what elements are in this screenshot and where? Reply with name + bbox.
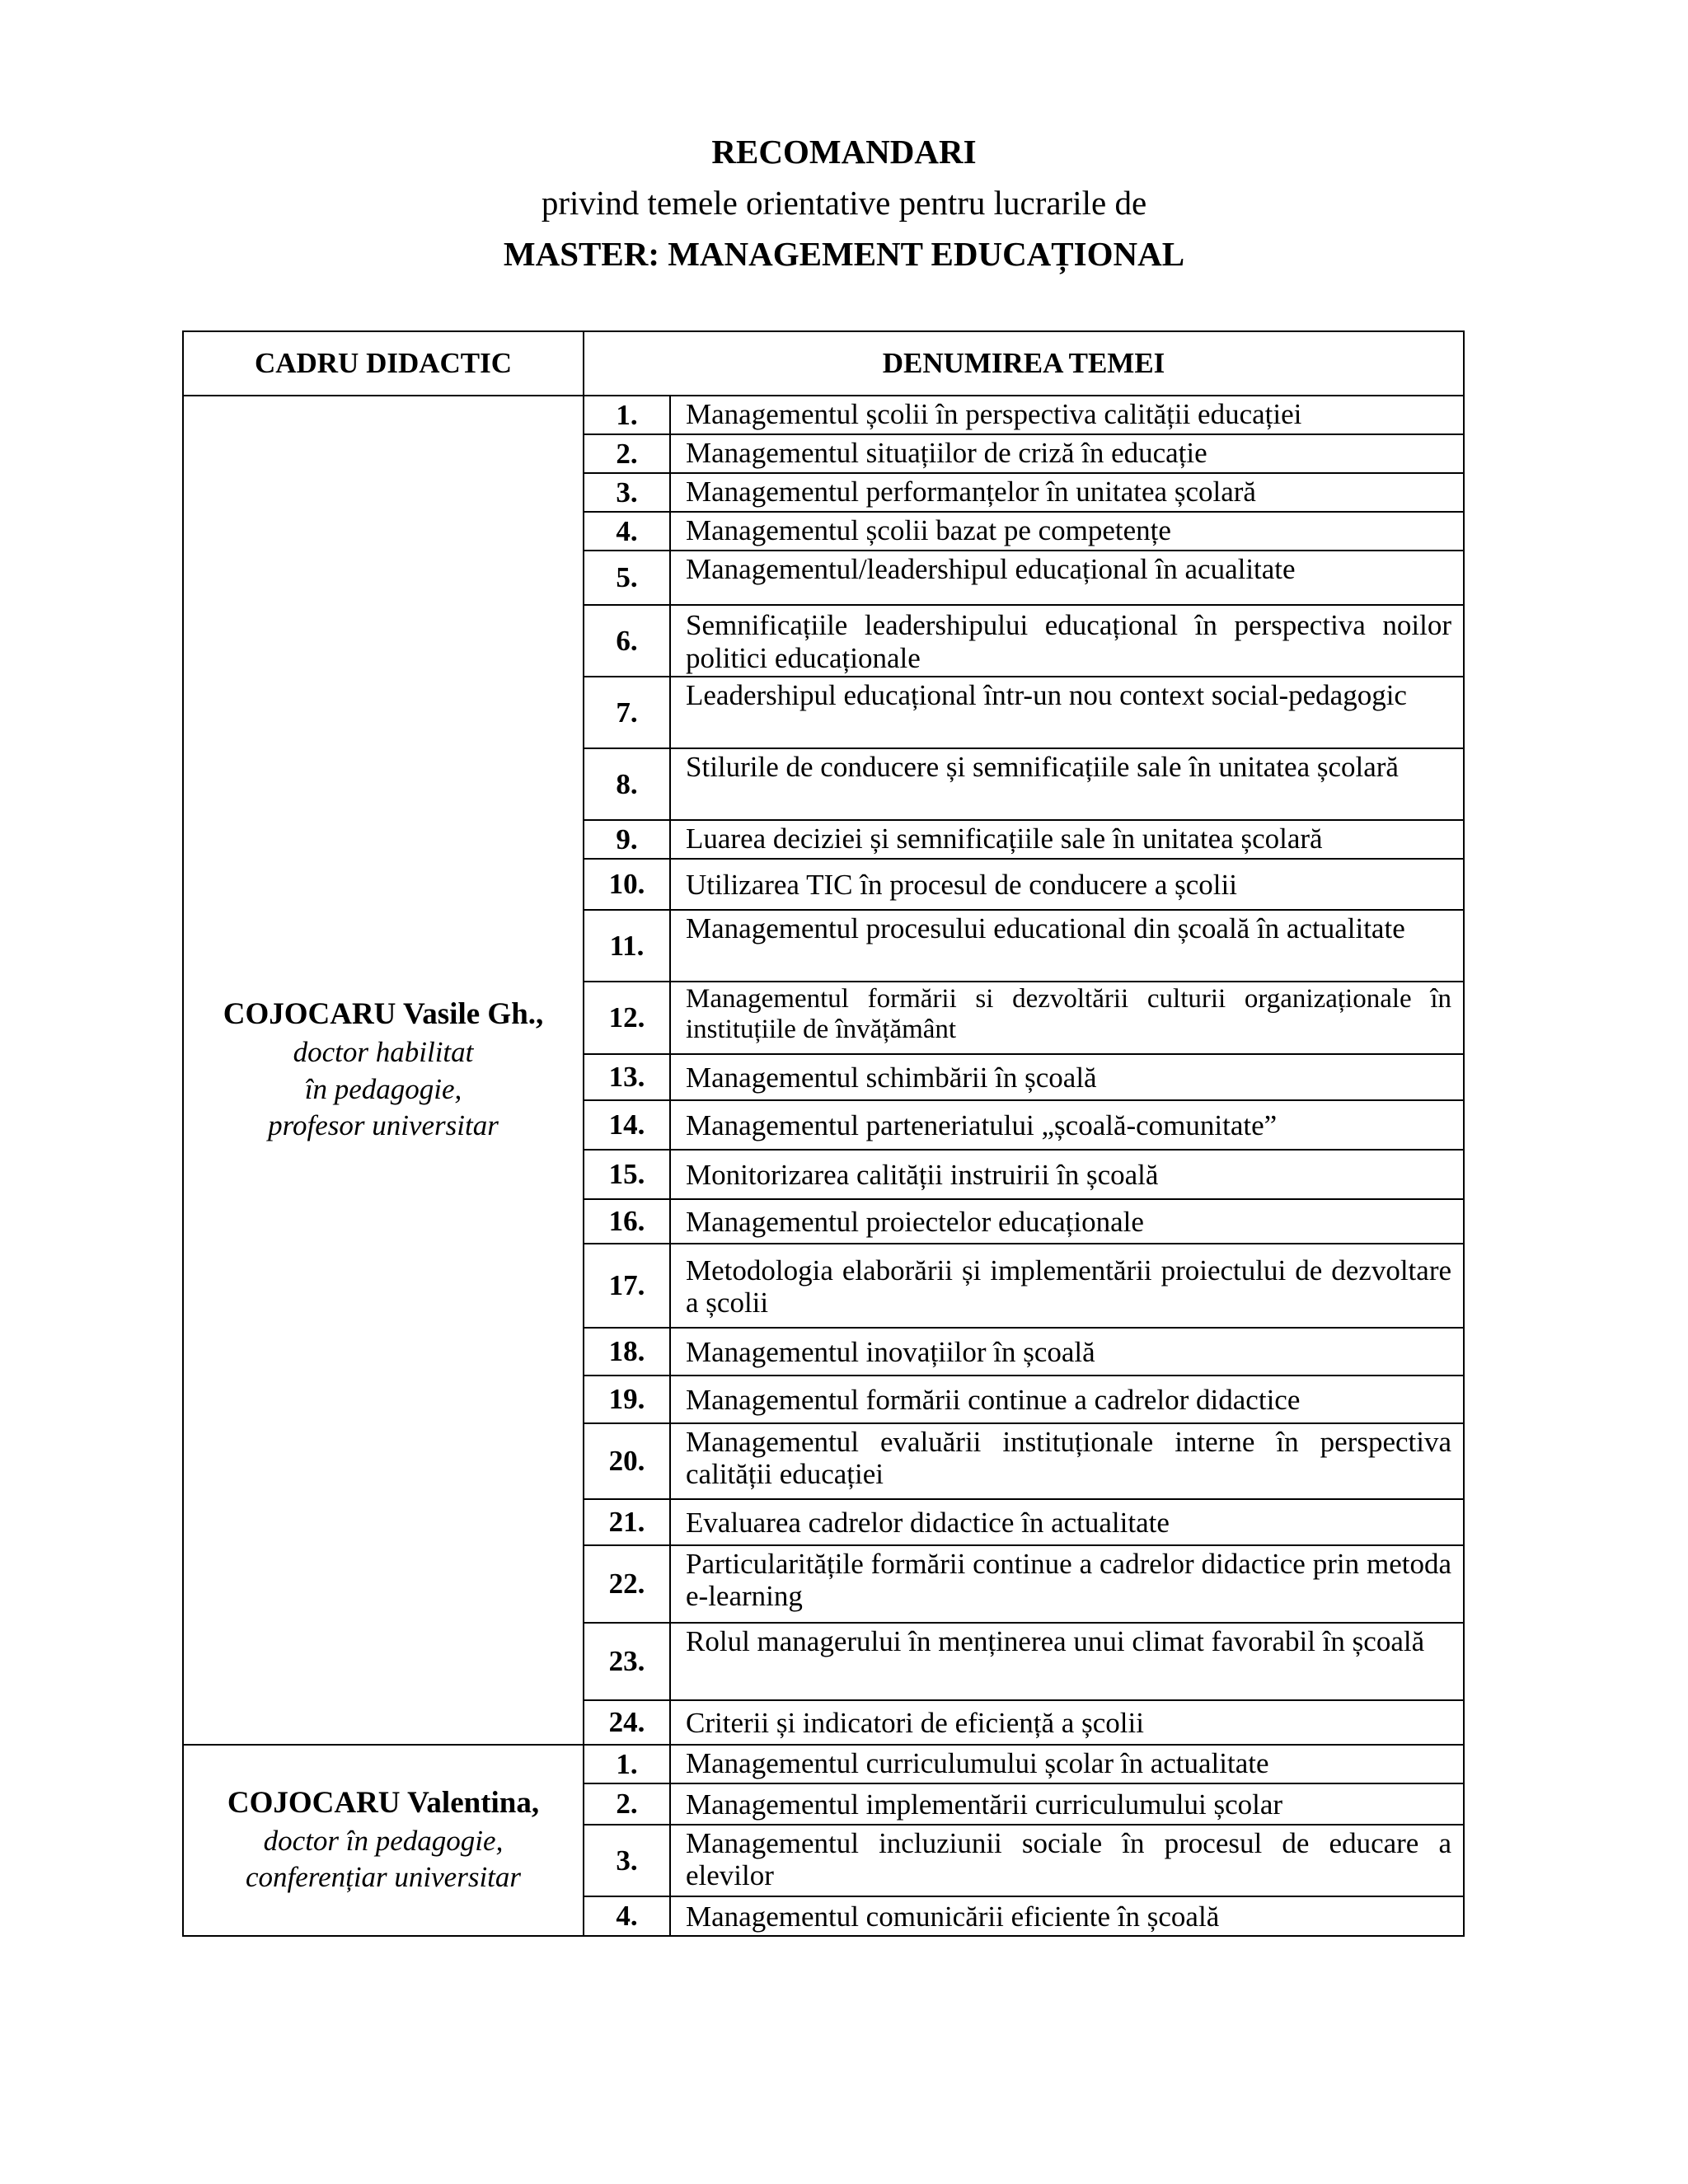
topic-text: Managementul formării continue a cadrelor didactice [670, 1376, 1464, 1423]
topic-number: 9. [584, 820, 670, 859]
teacher-title: conferențiar universitar [245, 1861, 522, 1894]
topic-number: 17. [584, 1244, 670, 1328]
topic-number: 21. [584, 1499, 670, 1545]
topic-text: Particularitățile formării continue a cadrelor didactice prin metoda e-learning [670, 1545, 1464, 1623]
topic-number: 13. [584, 1054, 670, 1100]
teacher-title: profesor universitar [268, 1109, 499, 1142]
table-row [183, 1745, 1464, 1783]
topic-text: Leadershipul educațional într-un nou context social-pedagogic [670, 677, 1464, 748]
topic-text: Managementul evaluării instituționale interne în perspectiva calității educației [670, 1423, 1464, 1499]
topic-number: 5. [584, 551, 670, 605]
teacher-title: doctor habilitat [293, 1036, 474, 1069]
topic-text: Managementul/leadershipul educațional în acualitate [670, 551, 1464, 605]
topic-number: 16. [584, 1199, 670, 1244]
topic-number: 14. [584, 1100, 670, 1150]
topic-text: Metodologia elaborării și implementării proiectului de dezvoltare a școlii [670, 1244, 1464, 1328]
topic-number: 4. [584, 1896, 670, 1936]
topic-text: Managementul parteneriatului „școală-comunitate” [670, 1100, 1464, 1150]
teacher-title: doctor în pedagogie, [263, 1825, 504, 1858]
program-title: MASTER: MANAGEMENT EDUCAȚIONAL [503, 235, 1185, 273]
column-header-teacher: CADRU DIDACTIC [183, 331, 584, 396]
topic-text: Managementul implementării curriculumului școlar [670, 1783, 1464, 1825]
topic-text: Managementul școlii bazat pe competențe [670, 512, 1464, 551]
topic-number: 22. [584, 1545, 670, 1623]
topic-text: Semnificațiile leadershipului educațional în perspectiva noilor politici educaționale [670, 605, 1464, 677]
topic-text: Utilizarea TIC în procesul de conducere a școlii [670, 859, 1464, 910]
column-header-topic: DENUMIREA TEMEI [584, 331, 1464, 396]
topic-number: 1. [584, 396, 670, 434]
topic-text: Managementul inovațiilor în școală [670, 1328, 1464, 1376]
topic-number: 12. [584, 982, 670, 1054]
topic-text: Managementul incluziunii sociale în procesul de educare a elevilor [670, 1825, 1464, 1896]
topic-number: 2. [584, 1783, 670, 1825]
topic-number: 24. [584, 1700, 670, 1745]
teacher-cell [183, 396, 584, 1745]
topic-text: Evaluarea cadrelor didactice în actualitate [670, 1499, 1464, 1545]
teacher-title: în pedagogie, [304, 1072, 462, 1105]
topic-number: 10. [584, 859, 670, 910]
topic-text: Managementul comunicării eficiente în școală [670, 1896, 1464, 1936]
topic-text: Rolul managerului în menținerea unui climat favorabil în școală [670, 1623, 1464, 1700]
teacher-name: COJOCARU Valentina, [227, 1786, 540, 1821]
topic-number: 3. [584, 473, 670, 512]
topic-number: 11. [584, 910, 670, 982]
topic-number: 18. [584, 1328, 670, 1376]
topic-number: 8. [584, 748, 670, 820]
topic-number: 2. [584, 434, 670, 473]
topic-text: Managementul performanțelor în unitatea școlară [670, 473, 1464, 512]
document-subtitle: privind temele orientative pentru lucrarile de [541, 184, 1147, 222]
topic-number: 20. [584, 1423, 670, 1499]
topic-text: Monitorizarea calității instruirii în școală [670, 1150, 1464, 1199]
topic-number: 4. [584, 512, 670, 551]
topic-number: 6. [584, 605, 670, 677]
teacher-name: COJOCARU Vasile Gh., [223, 997, 544, 1032]
topic-number: 23. [584, 1623, 670, 1700]
topic-text: Managementul proiectelor educaționale [670, 1199, 1464, 1244]
topic-text: Managementul schimbării în școală [670, 1054, 1464, 1100]
table-header-row [183, 331, 1464, 396]
topic-text: Criterii și indicatori de eficiență a școlii [670, 1700, 1464, 1745]
topic-number: 1. [584, 1745, 670, 1783]
topic-number: 7. [584, 677, 670, 748]
topic-number: 3. [584, 1825, 670, 1896]
topic-text: Managementul curriculumului școlar în actualitate [670, 1745, 1464, 1783]
topic-text: Luarea deciziei și semnificațiile sale în unitatea școlară [670, 820, 1464, 859]
topic-number: 19. [584, 1376, 670, 1423]
table-row [183, 396, 1464, 434]
topic-text: Managementul procesului educational din școală în actualitate [670, 910, 1464, 982]
document-title: RECOMANDARI [711, 133, 977, 171]
topic-number: 15. [584, 1150, 670, 1199]
topic-text: Managementul școlii în perspectiva calității educației [670, 396, 1464, 434]
teacher-cell [183, 1745, 584, 1936]
topic-text: Managementul situațiilor de criză în educație [670, 434, 1464, 473]
topics-table [182, 330, 1465, 1937]
topic-text: Stilurile de conducere și semnificațiile sale în unitatea școlară [670, 748, 1464, 820]
topic-text: Managementul formării si dezvoltării culturii organizaționale în instituțiile de învățământ [670, 982, 1464, 1054]
